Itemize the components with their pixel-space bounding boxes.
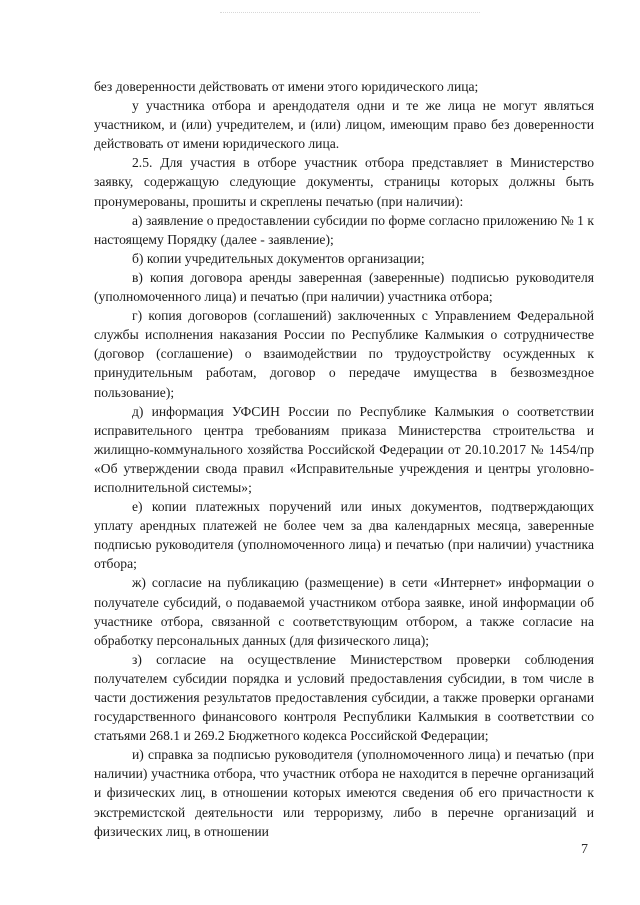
list-item-zh: ж) согласие на публикацию (размещение) в сети «Интернет» информации о получателе субсидий, о подаваемой участником отбора заявке, иной информации об участнике отбора, связанной с соответствующим отбором, а также согласие на обработку персональных данных (для физического лица);	[94, 575, 594, 648]
list-item-v: в) копия договора аренды заверенная (заверенные) подписью руководителя (уполномоченного лица) и печатью (при наличии) участника отбора;	[94, 269, 594, 305]
list-item-g: г) копия договоров (соглашений) заключенных с Управлением Федеральной службы исполнения наказания России по Республике Калмыкия о сотрудничестве (договор (соглашение) о взаимодействии по трудоустройству осужденных к принудительным работам, договор о передаче имущества в безвозмездное пользование);	[94, 308, 594, 400]
list-item-i: и) справка за подписью руководителя (уполномоченного лица) и печатью (при наличии) участника отбора, что участник отбора не находится в перечне организаций и физических лиц, в отношении которых имеются сведения об его причастности к экстремистской деятельности или терроризму, либо в перечне организаций и физических лиц, в отношении	[94, 747, 594, 839]
list-item-b: б) копии учредительных документов организации;	[132, 250, 425, 266]
list-item-a: а) заявление о предоставлении субсидии по форме согласно приложению № 1 к настоящему Порядку (далее - заявление);	[94, 212, 594, 247]
list-item-z: з) согласие на осуществление Министерством проверки соблюдения получателем субсидии порядка и условий предоставления субсидии, в том числе в части достижения результатов предоставления субсидии, а также проверки органами государственного финансового контроля Республики Калмыкия в соответствии со статьями 268.1 и 269.2 Бюджетного кодекса Российской Федерации;	[94, 651, 594, 744]
list-item-d: д) информация УФСИН России по Республике Калмыкия о соответствии исправительного центра требованиям приказа Министерства строительства и жилищно-коммунального хозяйства Российской Федерации от 20.10.2017 № 1454/пр «Об утверждении свода правил «Исправительные учреждения и центры уголовно-исполнительной системы»;	[94, 403, 594, 495]
page-number: 7	[581, 842, 588, 857]
list-item-e: е) копии платежных поручений или иных документов, подтверждающих уплату арендных платежей не более чем за два календарных месяца, заверенные подписью руководителя (уполномоченного лица) и печатью (при наличии) участника отбора;	[94, 499, 594, 572]
paragraph-participant-restriction: у участника отбора и арендодателя одни и те же лица не могут являться участником, и (или) учредителем, и (или) лицом, имеющим право без доверенности действовать от имени юридического лица.	[94, 98, 594, 152]
document-body	[94, 77, 594, 841]
paragraph-section-2-5: 2.5. Для участия в отборе участник отбора представляет в Министерство заявку, содержащую следующие документы, страницы которых должны быть пронумерованы, прошиты и скреплены печатью (при наличии):	[94, 155, 594, 209]
scan-artifact	[220, 12, 480, 17]
paragraph-continuation: без доверенности действовать от имени этого юридического лица;	[94, 79, 479, 94]
